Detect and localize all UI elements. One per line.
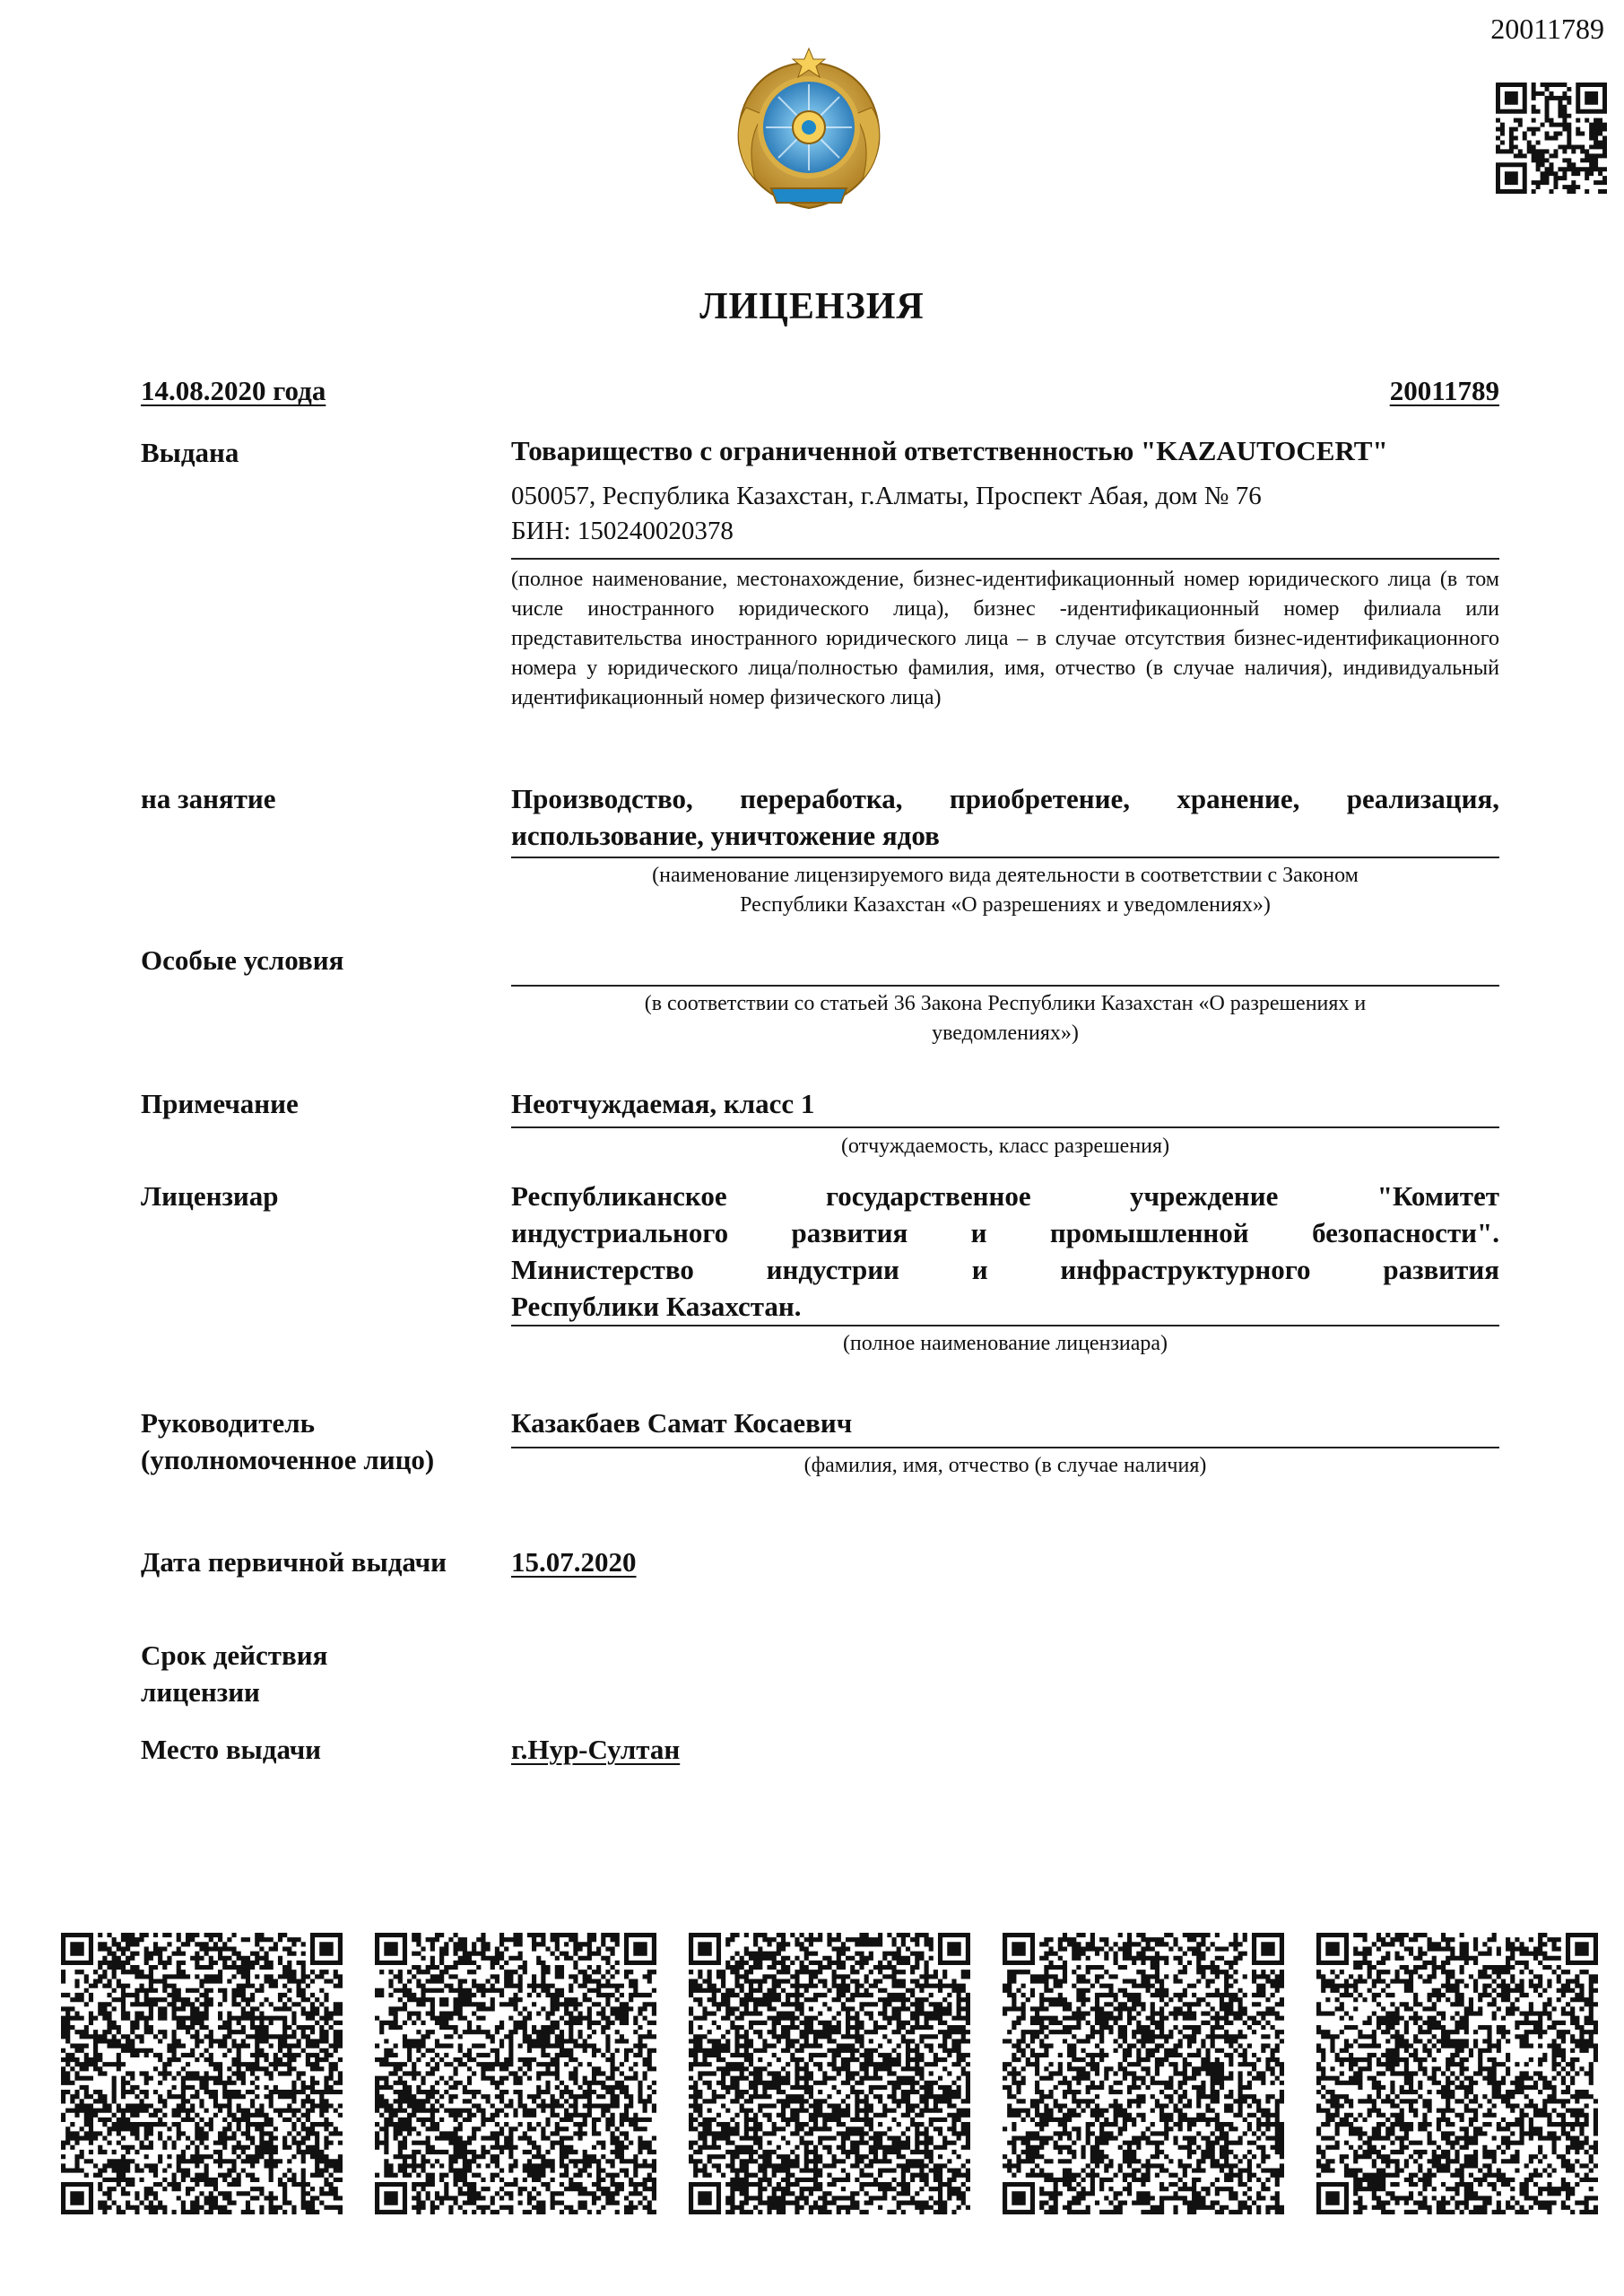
head-label-1: Руководитель	[141, 1407, 316, 1439]
head-name: Казакбаев Самат Косаевич	[511, 1407, 853, 1439]
licensee-hint: (полное наименование, местонахождение, бизнес-идентификационный номер юридического лица (в том числе иностранного юридического лица), бизнес -идентификационный номер филиала или представительства иностранного юридического лица – в случае отсутствия бизнес-идентификационного номера у юридического лица/полностью фамилия, имя, отчество (в случае наличия), индивидуальный идентификационный номер физического лица)	[511, 568, 1499, 709]
first-issue-date: 15.07.2020	[511, 1546, 637, 1578]
licensee-bin: БИН: 150240020378	[511, 517, 734, 545]
licensor-line-3: Министерство индустрии и инфраструктурного развития	[511, 1254, 1499, 1285]
licensee-address: 050057, Республика Казахстан, г.Алматы, Проспект Абая, дом № 76	[511, 482, 1262, 510]
validity-label-1: Срок действия	[141, 1639, 328, 1671]
head-label-2: (уполномоченное лицо)	[141, 1444, 435, 1475]
license-number: 20011789	[1389, 375, 1499, 406]
activity-label: на занятие	[141, 783, 276, 814]
document-id: 20011789	[1490, 13, 1604, 45]
divider	[511, 1447, 1499, 1448]
activity-line-2: использование, уничтожение ядов	[511, 820, 940, 851]
issued-to-label: Выдана	[141, 437, 239, 468]
qr-code-5	[1316, 1933, 1598, 2214]
licensor-label: Лицензиар	[141, 1180, 279, 1212]
activity-line-1: Производство, переработка, приобретение, хранение, реализация,	[511, 783, 1499, 814]
divider	[511, 857, 1499, 858]
divider	[511, 558, 1499, 560]
state-emblem	[728, 45, 890, 215]
head-hint: (фамилия, имя, отчество (в случае наличия)	[803, 1454, 1207, 1477]
licensor-line-2: индустриального развития и промышленной безопасности".	[511, 1217, 1499, 1248]
qr-code-top	[1496, 83, 1607, 194]
qr-code-4	[1003, 1933, 1284, 2214]
licensee-name: Товарищество с ограниченной ответственностью "KAZAUTOCERT"	[511, 435, 1388, 466]
qr-code-1	[61, 1933, 343, 2214]
qr-code-3	[689, 1933, 970, 2214]
special-conditions-hint-2: уведомлениях»)	[932, 1022, 1079, 1045]
qr-code-2	[375, 1933, 656, 2214]
issue-date: 14.08.2020 года	[141, 375, 326, 406]
first-issue-label: Дата первичной выдачи	[141, 1546, 447, 1578]
divider	[511, 985, 1499, 987]
licensor-line-4: Республики Казахстан.	[511, 1291, 802, 1322]
divider	[511, 1325, 1499, 1326]
note-hint: (отчуждаемость, класс разрешения)	[840, 1135, 1170, 1158]
place-value: г.Нур-Султан	[511, 1734, 681, 1765]
special-conditions-label: Особые условия	[141, 944, 344, 976]
place-label: Место выдачи	[141, 1734, 322, 1765]
licensor-line-1: Республиканское государственное учреждение "Комитет	[511, 1180, 1499, 1212]
note-value: Неотчуждаемая, класс 1	[511, 1088, 815, 1119]
activity-hint-1: (наименование лицензируемого вида деятельности в соответствии с Законом	[652, 864, 1359, 887]
page-title: ЛИЦЕНЗИЯ	[699, 286, 925, 327]
special-conditions-hint-1: (в соответствии со статьей 36 Закона Республики Казахстан «О разрешениях и	[644, 992, 1367, 1015]
divider	[511, 1126, 1499, 1128]
note-label: Примечание	[141, 1088, 299, 1119]
validity-label-2: лицензии	[141, 1676, 260, 1708]
licensor-hint: (полное наименование лицензиара)	[842, 1332, 1168, 1355]
activity-hint-2: Республики Казахстан «О разрешениях и уведомлениях»)	[740, 893, 1271, 917]
